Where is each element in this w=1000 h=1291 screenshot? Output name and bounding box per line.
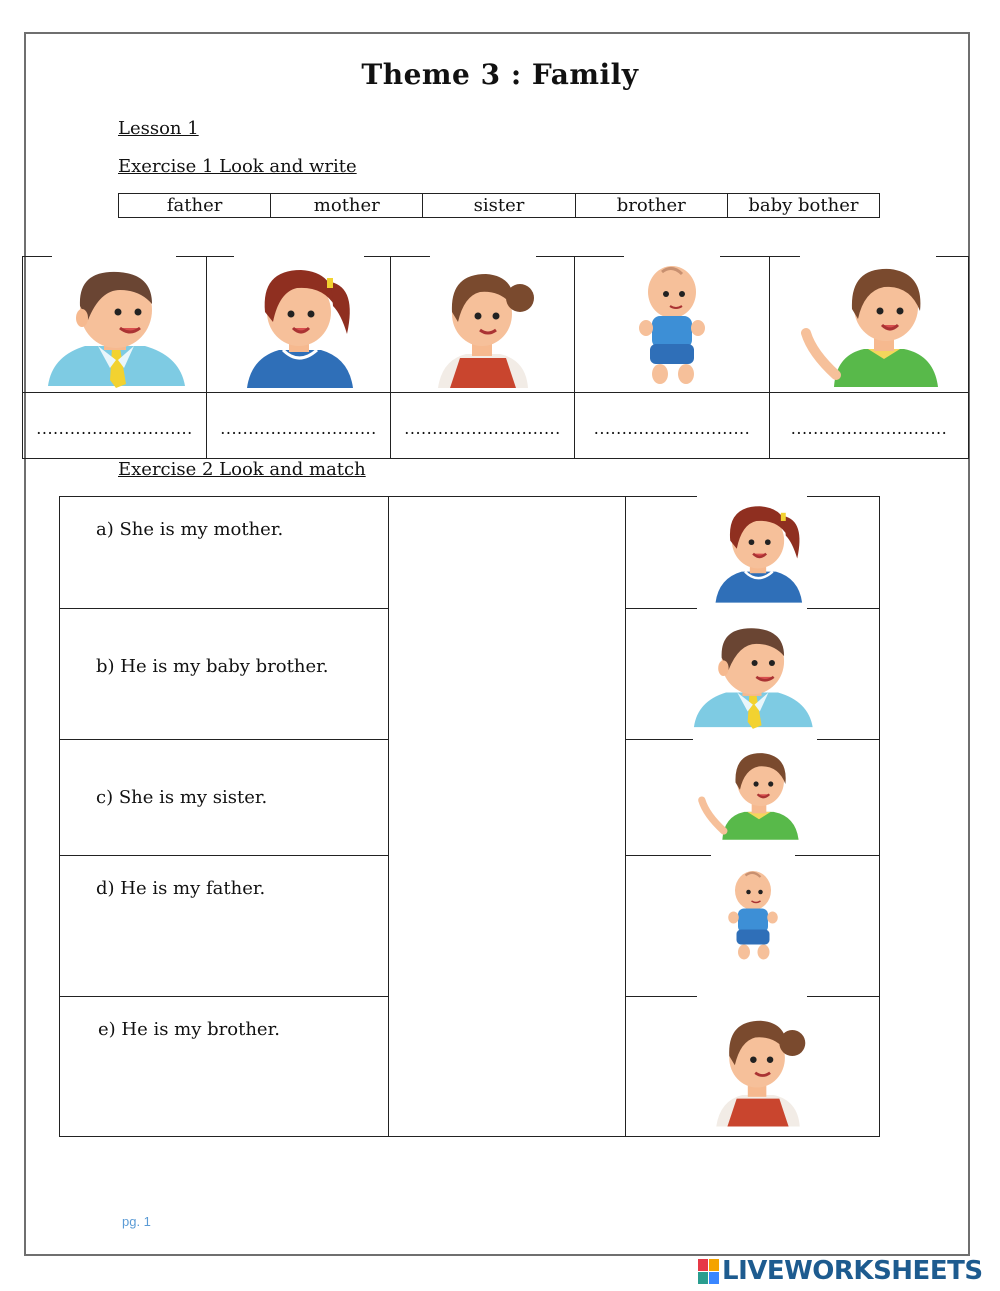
sentence-e[interactable]: e) He is my brother. (98, 1019, 280, 1040)
mother-icon[interactable] (709, 498, 807, 606)
exercise1-table (22, 256, 969, 459)
answer-blank[interactable]: ............................ (770, 393, 969, 459)
answer-blank[interactable]: ............................ (23, 393, 207, 459)
word-bank-item: sister (423, 194, 575, 217)
border-gap (800, 252, 936, 260)
picture-cell (391, 257, 575, 393)
picture-cell (23, 257, 207, 393)
baby-brother-icon (632, 262, 712, 390)
liveworksheets-logo (698, 1256, 983, 1286)
father-icon[interactable] (687, 614, 817, 738)
sentence-b[interactable]: b) He is my baby brother. (96, 656, 329, 677)
sentence-c[interactable]: c) She is my sister. (96, 787, 268, 808)
exercise1-heading: Exercise 1 Look and write (118, 156, 357, 177)
brother-icon[interactable] (693, 742, 803, 848)
answer-blank[interactable]: ............................ (575, 393, 770, 459)
sister-icon (428, 262, 538, 390)
sentence-d[interactable]: d) He is my father. (96, 878, 266, 899)
exercise2-grid (59, 496, 880, 1137)
sister-icon[interactable] (707, 1004, 809, 1134)
mother-icon (239, 262, 359, 390)
word-bank-item: brother (576, 194, 728, 217)
picture-cell (207, 257, 391, 393)
sentence-a[interactable]: a) She is my mother. (96, 519, 284, 540)
picture-cell (575, 257, 770, 393)
logo-mark-icon (698, 1259, 719, 1284)
lesson-heading: Lesson 1 (118, 118, 199, 139)
border-gap (430, 252, 536, 260)
border-gap (624, 252, 720, 260)
father-icon (40, 264, 190, 390)
logo-text: LIVEWORKSHEETS (722, 1256, 983, 1286)
word-bank-item: father (119, 194, 271, 217)
border-gap (234, 252, 364, 260)
word-bank-item: mother (271, 194, 423, 217)
word-bank-item: baby bother (748, 195, 859, 216)
baby-brother-icon[interactable] (723, 860, 783, 972)
answer-blank[interactable]: ............................ (391, 393, 575, 459)
border-gap (52, 252, 176, 260)
answer-blank[interactable]: ............................ (207, 393, 391, 459)
page-number: pg. 1 (122, 1214, 151, 1229)
picture-cell (770, 257, 969, 393)
brother-icon (794, 263, 944, 389)
word-bank (118, 193, 880, 218)
exercise2-heading: Exercise 2 Look and match (118, 459, 366, 480)
page-title: Theme 3 : Family (361, 58, 639, 91)
